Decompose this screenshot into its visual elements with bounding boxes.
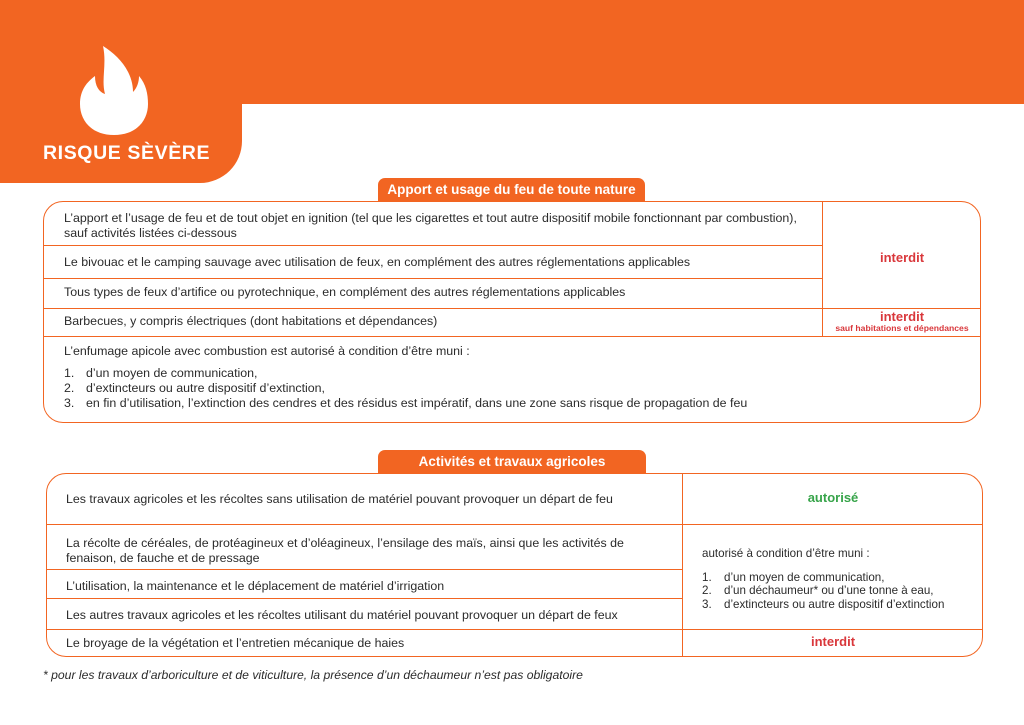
row-divider: [47, 569, 682, 570]
row-divider: [44, 278, 822, 279]
list-number: 1.: [702, 570, 712, 584]
list-item: [702, 584, 982, 598]
row-divider: [47, 629, 983, 630]
list-item: [64, 366, 964, 381]
row-divider: [44, 245, 822, 246]
conditions-list: [702, 571, 982, 612]
list-item: [64, 396, 964, 411]
list-text: d’un moyen de communication,: [724, 570, 885, 584]
list-item: [702, 598, 982, 612]
list-number: 1.: [64, 366, 75, 380]
status-barbecue-note: sauf habitations et dépendances: [835, 323, 969, 333]
row-other-agri: Les autres travaux agricoles et les récoltes utilisant du matériel pouvant provoquer un départ de feux: [66, 608, 618, 622]
row-fire-ignition: L’apport et l’usage de feu et de tout objet en ignition (tel que les cigarettes et tout autre dispositif mobile fonctionnant par combustion), sauf activités listées ci-dessous: [64, 211, 797, 240]
list-item: [702, 571, 982, 585]
row-agri-no-equipment: Les travaux agricoles et les récoltes sans utilisation de matériel pouvant provoquer un départ de feu: [66, 492, 613, 506]
list-number: 3.: [64, 396, 75, 410]
list-text: d’un déchaumeur* ou d’une tonne à eau,: [724, 584, 934, 597]
list-number: 2.: [702, 584, 712, 597]
section-agricultural-table: [46, 473, 983, 657]
section-fire-usage-table: [43, 201, 981, 423]
status-autorise: autorisé: [807, 490, 859, 505]
conditions-intro: autorisé à condition d’être muni :: [702, 547, 870, 560]
list-text: en fin d’utilisation, l’extinction des cendres et des résidus est impératif, dans une zone sans risque de propagation de feu: [86, 396, 748, 410]
row-divider: [47, 524, 983, 525]
footnote: * pour les travaux d’arboriculture et de viticulture, la présence d’un déchaumeur n’est pas obligatoire: [43, 668, 583, 682]
list-item: [64, 381, 964, 396]
list-text: d’un moyen de communication,: [86, 366, 258, 380]
row-bivouac: Le bivouac et le camping sauvage avec utilisation de feux, en complément des autres réglementations applicables: [64, 255, 691, 269]
row-divider: [44, 336, 981, 337]
risk-level-title: RISQUE SÈVÈRE: [43, 142, 211, 164]
status-interdit: interdit: [879, 250, 925, 265]
section-title-agricultural: Activités et travaux agricoles: [378, 450, 646, 474]
list-text: d’extincteurs ou autre dispositif d’extinction: [724, 597, 945, 611]
row-hedge-grinding: Le broyage de la végétation et l’entretien mécanique de haies: [66, 636, 405, 650]
apicole-list: [64, 366, 964, 411]
status-barbecue: interdit: [879, 309, 925, 324]
row-divider: [47, 598, 682, 599]
row-irrigation: L’utilisation, la maintenance et le déplacement de matériel d’irrigation: [66, 579, 445, 593]
conditions-block: [702, 547, 982, 611]
flame-icon: [77, 42, 151, 138]
list-number: 3.: [702, 597, 712, 611]
list-number: 2.: [64, 381, 75, 395]
apicole-intro: L’enfumage apicole avec combustion est autorisé à condition d’être muni :: [64, 344, 470, 358]
row-barbecues: Barbecues, y compris électriques (dont habitations et dépendances): [64, 314, 438, 328]
list-text: d’extincteurs ou autre dispositif d’extinction,: [86, 381, 325, 395]
status-interdit-hedge: interdit: [810, 634, 856, 649]
row-fireworks: Tous types de feux d’artifice ou pyrotechnique, en complément des autres réglementations applicables: [64, 285, 626, 299]
section-title-fire-usage: Apport et usage du feu de toute nature: [378, 178, 645, 202]
row-harvest: La récolte de céréales, de protéagineux et d’oléagineux, l’ensilage des maïs, ainsi que les activités de fenaison, de fauche et de pressage: [66, 536, 624, 565]
apicole-block: [64, 344, 964, 411]
